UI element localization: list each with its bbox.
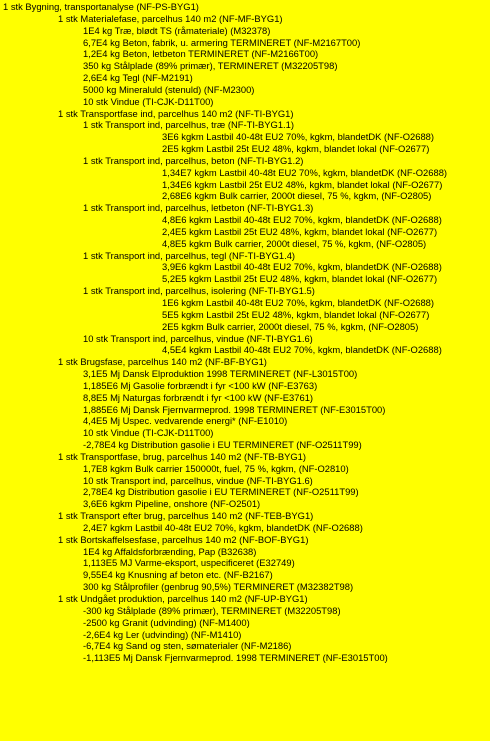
tree-line: 1,34E6 kgkm Lastbil 25t EU2 48%, kgkm, blandet lokal (NF-O2677) <box>162 178 443 190</box>
tree-line: 3,6E6 kgkm Pipeline, onshore (NF-O2501) <box>83 498 261 510</box>
tree-line: 4,8E5 kgkm Bulk carrier, 2000t diesel, 75 %, kgkm, (NF-O2805) <box>162 237 427 249</box>
tree-line: 10 stk Vindue (TI-CJK-D11T00) <box>83 427 214 439</box>
tree-line: 1E6 kgkm Lastbil 40-48t EU2 70%, kgkm, blandetDK (NF-O2688) <box>162 297 434 308</box>
tree-line: 1 stk Transport ind, parcelhus, tegl (NF-TI-BYG1.4) <box>83 249 296 261</box>
tree-line: 1 stk Transport ind, parcelhus, beton (NF-TI-BYG1.2) <box>83 154 304 166</box>
tree-line: 350 kg Stålplade (89% primær), TERMINERET (M32205T98) <box>83 60 338 72</box>
tree-line: 5000 kg Mineraluld (stenuld) (NF-M2300) <box>83 83 255 95</box>
tree-line: 1,185E6 Mj Gasolie forbrændt i fyr <100 kW (NF-E3763) <box>83 379 318 391</box>
tree-line: -6,7E4 kg Sand og sten, sømaterialer (NF-M2186) <box>83 640 292 652</box>
tree-line: 2,4E7 kgkm Lastbil 40-48t EU2 70%, kgkm, blandetDK (NF-O2688) <box>83 521 363 533</box>
tree-line: -2,78E4 kg Distribution gasolie i EU TERMINERET (NF-O2511T99) <box>83 439 362 451</box>
tree-line: 1 stk Transport ind, parcelhus, letbeton (NF-TI-BYG1.3) <box>83 202 314 214</box>
tree-line: 1,7E8 kgkm Bulk carrier 150000t, fuel, 75 %, kgkm, (NF-O2810) <box>83 462 349 474</box>
tree-line: 1 stk Transport ind, parcelhus, isolering (NF-TI-BYG1.5) <box>83 285 315 297</box>
tree-line: 10 stk Vindue (TI-CJK-D11T00) <box>83 95 214 107</box>
tree-line: 9,55E4 kg Knusning af beton etc. (NF-B2167) <box>83 569 273 581</box>
tree-line: 300 kg Stålprofiler (genbrug 90,5%) TERMINERET (M32382T98) <box>83 581 354 593</box>
tree-line: 4,4E5 Mj Uspec. vedvarende energi* (NF-E1010) <box>83 415 288 427</box>
tree-line: 8,8E5 Mj Naturgas forbrændt i fyr <100 kW (NF-E3761) <box>83 391 314 403</box>
tree-line: 1 stk Transport ind, parcelhus, træ (NF-TI-BYG1.1) <box>83 119 295 131</box>
tree-line: 2,78E4 kg Distribution gasolie i EU TERMINERET (NF-O2511T99) <box>83 486 359 498</box>
tree-line: 4,5E4 kgkm Lastbil 40-48t EU2 70%, kgkm, blandetDK (NF-O2688) <box>162 344 442 356</box>
tree-line: 10 stk Transport ind, parcelhus, vindue (NF-TI-BYG1.6) <box>83 474 313 486</box>
tree-line: 2,6E4 kg Tegl (NF-M2191) <box>83 72 193 84</box>
tree-line: 1,34E7 kgkm Lastbil 40-48t EU2 70%, kgkm, blandetDK (NF-O2688) <box>162 166 448 178</box>
tree-line: 1 stk Bortskaffelsesfase, parcelhus 140 m2 (NF-BOF-BYG1) <box>58 533 309 545</box>
tree-line: 1 stk Transportfase ind, parcelhus 140 m2 (NF-TI-BYG1) <box>58 107 294 119</box>
tree-line: -2500 kg Granit (udvinding) (NF-M1400) <box>83 616 250 628</box>
tree-line: 1 stk Materialefase, parcelhus 140 m2 (NF-MF-BYG1) <box>58 12 283 24</box>
tree-line: 2E5 kgkm Lastbil 25t EU2 48%, kgkm, blandet lokal (NF-O2677) <box>162 143 430 155</box>
tree-line: 2,68E6 kgkm Bulk carrier, 2000t diesel, 75 %, kgkm, (NF-O2805) <box>162 190 432 202</box>
tree-line: 1,2E4 kg Beton, letbeton TERMINERET (NF-M2166T00) <box>83 48 319 60</box>
tree-line: 1 stk Transportfase, brug, parcelhus 140 m2 (NF-TB-BYG1) <box>58 450 307 462</box>
tree-line: -2,6E4 kg Ler (udvinding) (NF-M1410) <box>83 628 242 640</box>
tree-line: 1E4 kg Affaldsforbrænding, Pap (B32638) <box>83 545 257 557</box>
tree-line: 3E6 kgkm Lastbil 40-48t EU2 70%, kgkm, blandetDK (NF-O2688) <box>162 131 434 143</box>
tree-line: 1,113E5 MJ Varme-eksport, uspecificeret (E32749) <box>83 557 295 569</box>
tree-line: 5E5 kgkm Lastbil 25t EU2 48%, kgkm, blandet lokal (NF-O2677) <box>162 308 430 320</box>
tree-line: 1 stk Bygning, transportanalyse (NF-PS-BYG1) <box>3 1 199 12</box>
tree-line: 6,7E4 kg Beton, fabrik, u. armering TERMINERET (NF-M2167T00) <box>83 36 361 48</box>
tree-line: 2,4E5 kgkm Lastbil 25t EU2 48%, kgkm, blandet lokal (NF-O2677) <box>162 225 438 237</box>
tree-line: 1 stk Brugsfase, parcelhus 140 m2 (NF-BF-BYG1) <box>58 356 267 368</box>
tree-line: 1 stk Undgået produktion, parcelhus 140 m2 (NF-UP-BYG1) <box>58 593 308 604</box>
tree-line: -300 kg Stålplade (89% primær), TERMINERET (M32205T98) <box>83 604 341 616</box>
tree-line: 1,885E6 Mj Dansk Fjernvarmeprod. 1998 TERMINERET (NF-E3015T00) <box>83 403 386 415</box>
tree-line: -1,113E5 Mj Dansk Fjernvarmeprod. 1998 TERMINERET (NF-E3015T00) <box>83 652 388 664</box>
tree-line: 1E4 kg Træ, blødt TS (råmateriale) (M32378) <box>83 24 271 36</box>
tree-line: 3,1E5 Mj Dansk Elproduktion 1998 TERMINERET (NF-L3015T00) <box>83 368 358 380</box>
tree-line: 5,2E5 kgkm Lastbil 25t EU2 48%, kgkm, blandet lokal (NF-O2677) <box>162 273 438 285</box>
tree-line: 4,8E6 kgkm Lastbil 40-48t EU2 70%, kgkm, blandetDK (NF-O2688) <box>162 214 442 226</box>
tree-line: 1 stk Transport efter brug, parcelhus 140 m2 (NF-TEB-BYG1) <box>58 510 314 522</box>
tree-line: 3,9E6 kgkm Lastbil 40-48t EU2 70%, kgkm, blandetDK (NF-O2688) <box>162 261 442 273</box>
tree-line: 2E5 kgkm Bulk carrier, 2000t diesel, 75 %, kgkm, (NF-O2805) <box>162 320 419 332</box>
tree-line: 10 stk Transport ind, parcelhus, vindue (NF-TI-BYG1.6) <box>83 332 313 344</box>
